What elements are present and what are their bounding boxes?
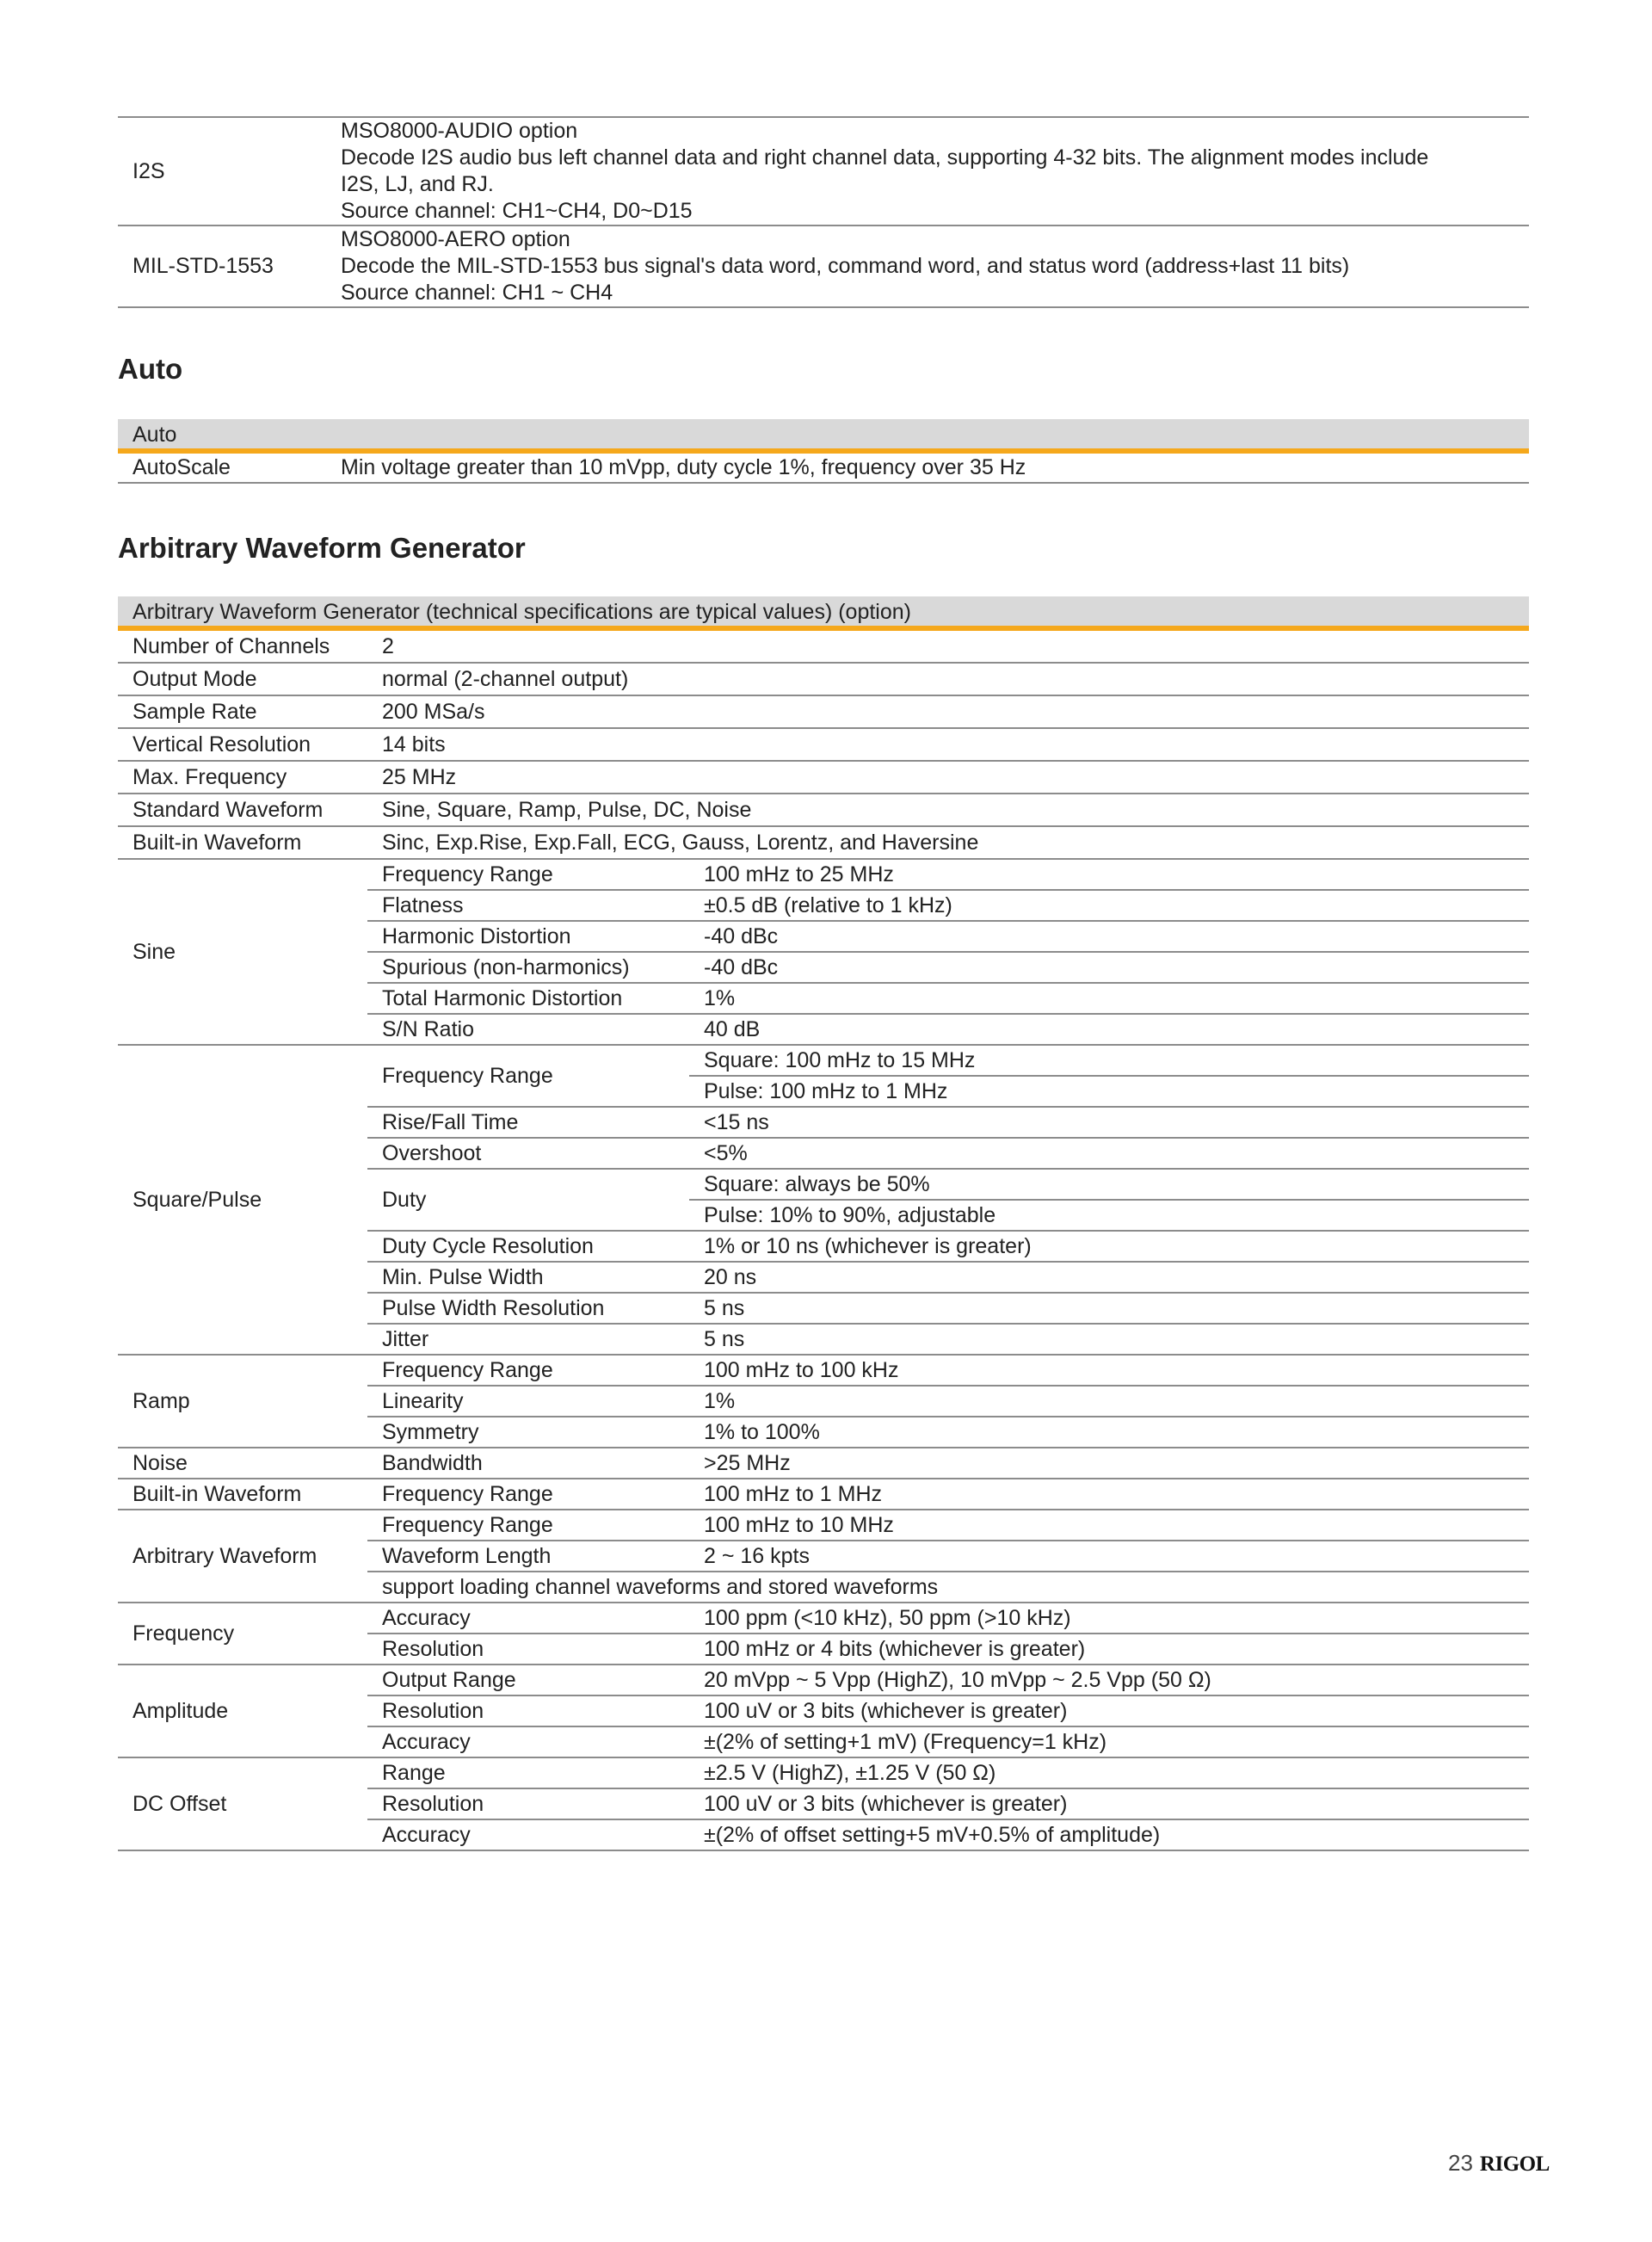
param-value: 100 mHz to 100 kHz (689, 1355, 1529, 1386)
param-value: Pulse: 100 mHz to 1 MHz (689, 1076, 1529, 1107)
group-label: Frequency (118, 1603, 367, 1665)
row-label: I2S (118, 117, 326, 225)
param-label: Resolution (367, 1788, 689, 1819)
param-label: Duty (367, 1169, 689, 1231)
page-footer (1448, 2150, 1550, 2177)
description-line: Decode I2S audio bus left channel data and right channel data, supporting 4-32 bits. The alignment modes include (341, 145, 1429, 170)
row-value: 200 MSa/s (367, 695, 1529, 728)
param-label: Rise/Fall Time (367, 1107, 689, 1138)
param-label: Resolution (367, 1695, 689, 1726)
param-value: 2 ~ 16 kpts (689, 1541, 1529, 1572)
table-row (118, 1355, 1529, 1386)
param-value: 100 mHz to 1 MHz (689, 1479, 1529, 1510)
param-label: Accuracy (367, 1603, 689, 1634)
table-row (118, 117, 1529, 225)
group-label: Built-in Waveform (118, 1479, 367, 1510)
group-label: Ramp (118, 1355, 367, 1448)
param-value: -40 dBc (689, 921, 1529, 952)
table-row (118, 695, 1529, 728)
row-description (326, 225, 1529, 307)
table-row (118, 794, 1529, 826)
param-label: Linearity (367, 1386, 689, 1417)
row-label: Built-in Waveform (118, 826, 367, 859)
param-label: Total Harmonic Distortion (367, 983, 689, 1014)
auto-table (118, 454, 1529, 484)
param-label: Bandwidth (367, 1448, 689, 1479)
param-value: 40 dB (689, 1014, 1529, 1045)
param-label: Flatness (367, 890, 689, 921)
row-label: Vertical Resolution (118, 728, 367, 761)
param-label: Jitter (367, 1324, 689, 1355)
param-value: 100 mHz to 10 MHz (689, 1510, 1529, 1541)
param-label: Frequency Range (367, 1479, 689, 1510)
decode-table-section (118, 116, 1529, 308)
param-label: Accuracy (367, 1819, 689, 1850)
param-value: 100 mHz or 4 bits (whichever is greater) (689, 1634, 1529, 1665)
row-value: 25 MHz (367, 761, 1529, 794)
param-label: Frequency Range (367, 1355, 689, 1386)
param-value: Square: 100 mHz to 15 MHz (689, 1045, 1529, 1076)
param-value: 100 ppm (<10 kHz), 50 ppm (>10 kHz) (689, 1603, 1529, 1634)
table-row (118, 454, 1529, 483)
param-value: ±(2% of setting+1 mV) (Frequency=1 kHz) (689, 1726, 1529, 1757)
param-label: Waveform Length (367, 1541, 689, 1572)
awg-heading: Arbitrary Waveform Generator (118, 532, 526, 564)
row-value: 2 (367, 631, 1529, 663)
awg-table-header: Arbitrary Waveform Generator (technical specifications are typical values) (option) (118, 596, 1529, 631)
param-value: 5 ns (689, 1293, 1529, 1324)
auto-table-section (118, 419, 1529, 484)
group-label: DC Offset (118, 1757, 367, 1850)
param-label: Frequency Range (367, 859, 689, 890)
param-value: 100 uV or 3 bits (whichever is greater) (689, 1695, 1529, 1726)
description-line: MSO8000-AERO option (341, 227, 570, 251)
table-row (118, 631, 1529, 663)
row-label: Sample Rate (118, 695, 367, 728)
param-label: Harmonic Distortion (367, 921, 689, 952)
group-label: Amplitude (118, 1665, 367, 1757)
row-value: Sine, Square, Ramp, Pulse, DC, Noise (367, 794, 1529, 826)
param-value: Square: always be 50% (689, 1169, 1529, 1200)
param-value: Pulse: 10% to 90%, adjustable (689, 1200, 1529, 1231)
table-row (118, 1045, 1529, 1076)
param-value: >25 MHz (689, 1448, 1529, 1479)
param-value: 1% or 10 ns (whichever is greater) (689, 1231, 1529, 1262)
page-number: 23 (1448, 2150, 1473, 2176)
param-value: <15 ns (689, 1107, 1529, 1138)
param-label: Frequency Range (367, 1510, 689, 1541)
table-row (118, 1510, 1529, 1541)
auto-table-header: Auto (118, 419, 1529, 454)
param-label: Accuracy (367, 1726, 689, 1757)
param-value: 20 ns (689, 1262, 1529, 1293)
param-value: ±0.5 dB (relative to 1 kHz) (689, 890, 1529, 921)
awg-table (118, 631, 1529, 1851)
group-label: Square/Pulse (118, 1045, 367, 1355)
group-label: Noise (118, 1448, 367, 1479)
group-label: Sine (118, 859, 367, 1045)
param-label: Min. Pulse Width (367, 1262, 689, 1293)
group-label: Arbitrary Waveform (118, 1510, 367, 1603)
param-label: Resolution (367, 1634, 689, 1665)
param-label: Range (367, 1757, 689, 1788)
param-value: <5% (689, 1138, 1529, 1169)
param-value: -40 dBc (689, 952, 1529, 983)
param-label: Duty Cycle Resolution (367, 1231, 689, 1262)
description-line: I2S, LJ, and RJ. (341, 172, 494, 196)
table-row (118, 728, 1529, 761)
description-line: MSO8000-AUDIO option (341, 119, 578, 143)
description-line: Source channel: CH1 ~ CH4 (341, 281, 613, 305)
param-value: 1% (689, 1386, 1529, 1417)
row-description (326, 117, 1529, 225)
row-value: Min voltage greater than 10 mVpp, duty cycle 1%, frequency over 35 Hz (326, 454, 1529, 483)
table-row (118, 1479, 1529, 1510)
param-value: 1% to 100% (689, 1417, 1529, 1448)
row-label: Standard Waveform (118, 794, 367, 826)
param-value: 100 mHz to 25 MHz (689, 859, 1529, 890)
row-label: AutoScale (118, 454, 326, 483)
table-row (118, 1665, 1529, 1695)
row-label: Max. Frequency (118, 761, 367, 794)
description-line: Source channel: CH1~CH4, D0~D15 (341, 199, 693, 223)
row-value: normal (2-channel output) (367, 663, 1529, 695)
param-label: Output Range (367, 1665, 689, 1695)
row-label: MIL-STD-1553 (118, 225, 326, 307)
param-label: Frequency Range (367, 1045, 689, 1107)
param-label: Overshoot (367, 1138, 689, 1169)
row-label: Output Mode (118, 663, 367, 695)
param-value: 1% (689, 983, 1529, 1014)
param-value: 5 ns (689, 1324, 1529, 1355)
param-value: ±2.5 V (HighZ), ±1.25 V (50 Ω) (689, 1757, 1529, 1788)
param-value: 100 uV or 3 bits (whichever is greater) (689, 1788, 1529, 1819)
param-label: Pulse Width Resolution (367, 1293, 689, 1324)
rigol-logo: RIGOL (1479, 2152, 1550, 2176)
row-value: Sinc, Exp.Rise, Exp.Fall, ECG, Gauss, Lorentz, and Haversine (367, 826, 1529, 859)
table-row (118, 761, 1529, 794)
param-label: Symmetry (367, 1417, 689, 1448)
row-label: Number of Channels (118, 631, 367, 663)
table-row (118, 225, 1529, 307)
param-value: ±(2% of offset setting+5 mV+0.5% of amplitude) (689, 1819, 1529, 1850)
param-label: S/N Ratio (367, 1014, 689, 1045)
param-value: 20 mVpp ~ 5 Vpp (HighZ), 10 mVpp ~ 2.5 Vpp (50 Ω) (689, 1665, 1529, 1695)
table-row (118, 859, 1529, 890)
table-row (118, 1448, 1529, 1479)
row-value: 14 bits (367, 728, 1529, 761)
table-row (118, 663, 1529, 695)
description-line: Decode the MIL-STD-1553 bus signal's data word, command word, and status word (address+last 11 bits) (341, 254, 1350, 278)
auto-heading: Auto (118, 353, 183, 385)
table-row (118, 1603, 1529, 1634)
decode-table (118, 116, 1529, 308)
awg-table-section (118, 596, 1529, 1851)
table-row (118, 826, 1529, 859)
table-row (118, 1757, 1529, 1788)
param-label: Spurious (non-harmonics) (367, 952, 689, 983)
row-note: support loading channel waveforms and stored waveforms (367, 1572, 1529, 1603)
